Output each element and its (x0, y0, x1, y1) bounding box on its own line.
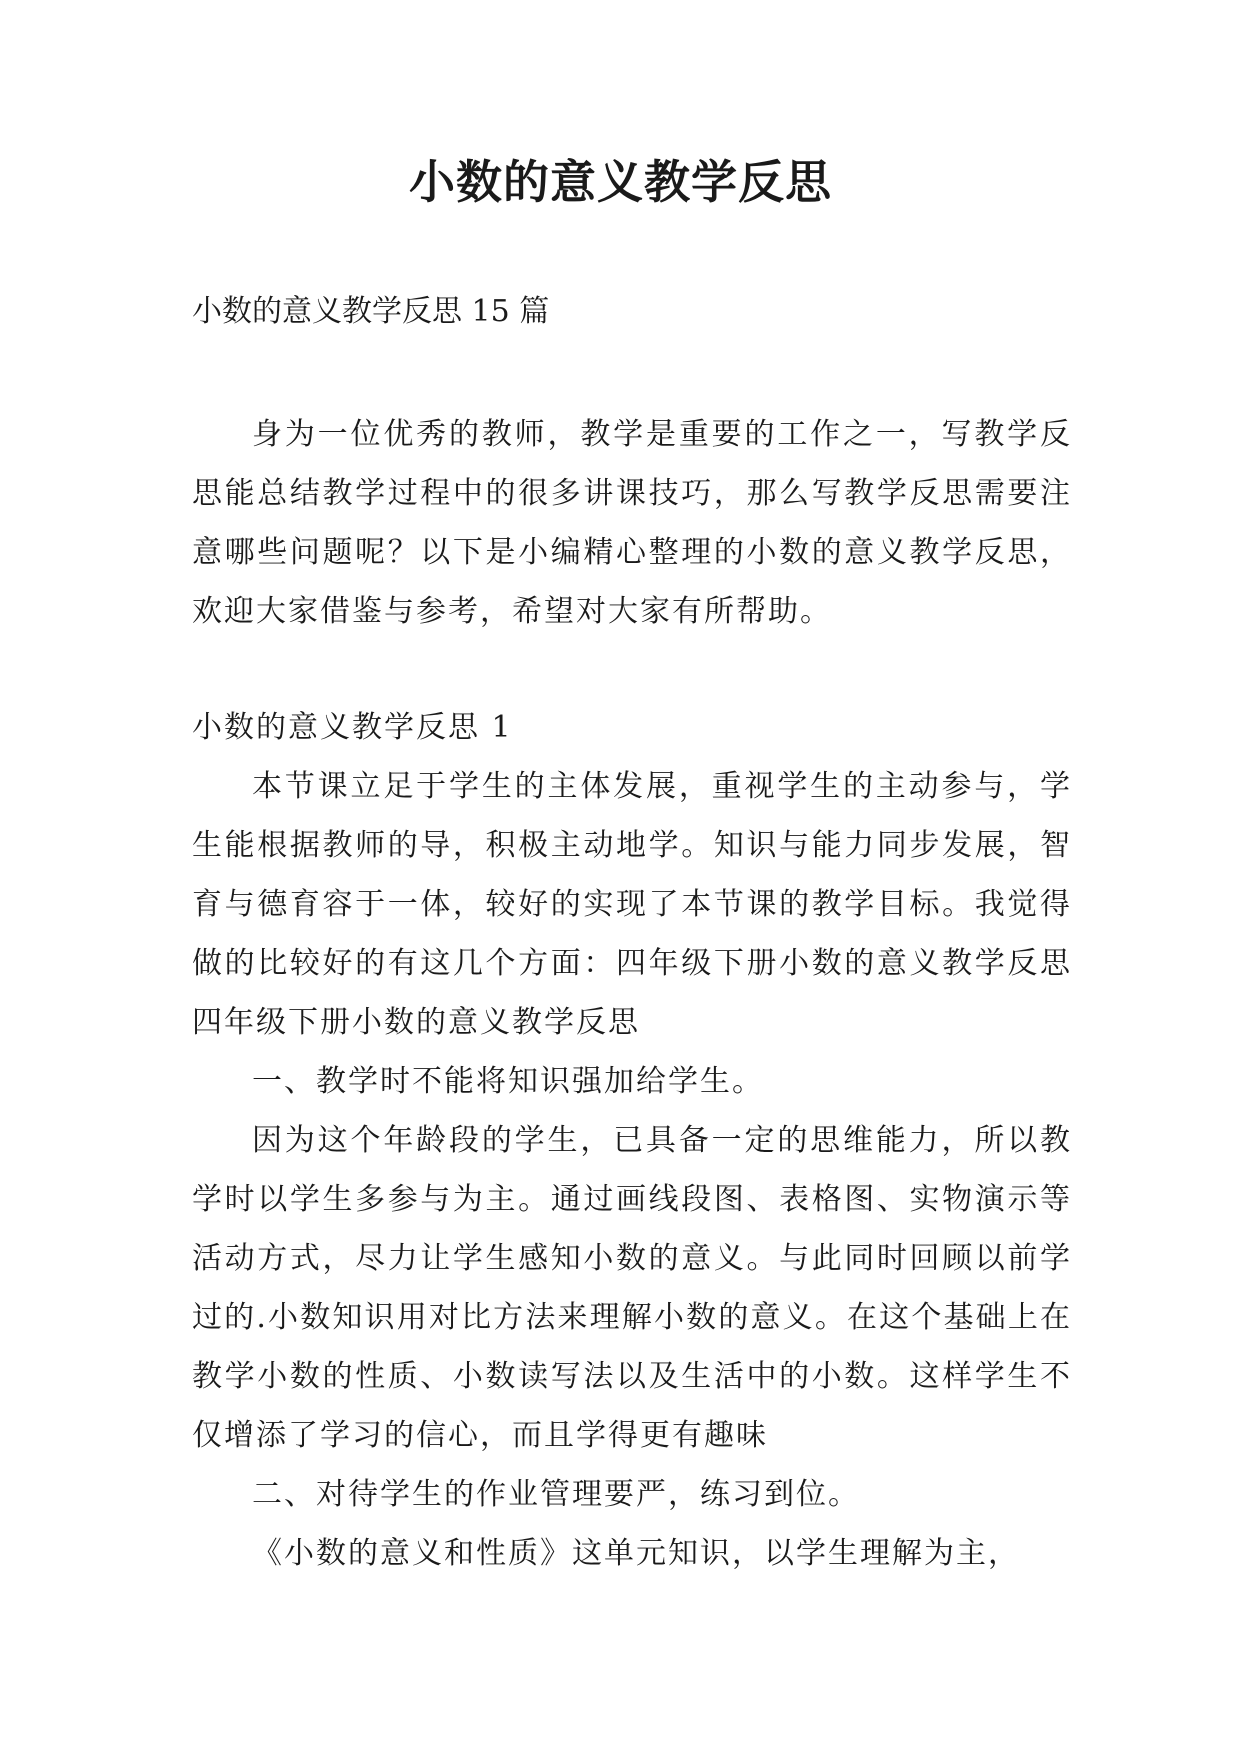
intro-block (192, 405, 1072, 641)
body-paragraph: 本节课立足于学生的主体发展，重视学生的主动参与，学生能根据教师的导，积极主动地学。知识与能力同步发展，智育与德育容于一体，较好的实现了本节课的教学目标。我觉得做的比较好的有这几个方面：四年级下册小数的意义教学反思四年级下册小数的意义教学反思 (192, 769, 1072, 1040)
document-title: 小数的意义教学反思 (409, 155, 832, 209)
section-heading: 小数的意义教学反思 1 (192, 710, 513, 745)
body-paragraph: 一、教学时不能将知识强加给学生。 (252, 1064, 764, 1099)
document-subtitle: 小数的意义教学反思 15 篇 (192, 294, 550, 329)
section-1 (192, 698, 1072, 1583)
body-paragraph: 《小数的意义和性质》这单元知识，以学生理解为主， (252, 1536, 1020, 1571)
body-paragraph: 二、对待学生的作业管理要严，练习到位。 (252, 1477, 860, 1512)
intro-paragraph: 身为一位优秀的教师，教学是重要的工作之一，写教学反思能总结教学过程中的很多讲课技巧，那么写教学反思需要注意哪些问题呢？以下是小编精心整理的小数的意义教学反思，欢迎大家借鉴与参考，希望对大家有所帮助。 (192, 417, 1072, 629)
body-paragraph: 因为这个年龄段的学生，已具备一定的思维能力，所以教学时以学生多参与为主。通过画线段图、表格图、实物演示等活动方式，尽力让学生感知小数的意义。与此同时回顾以前学过的.小数知识用对比方法来理解小数的意义。在这个基础上在教学小数的性质、小数读写法以及生活中的小数。这样学生不仅增添了学习的信心，而且学得更有趣味 (192, 1123, 1072, 1453)
